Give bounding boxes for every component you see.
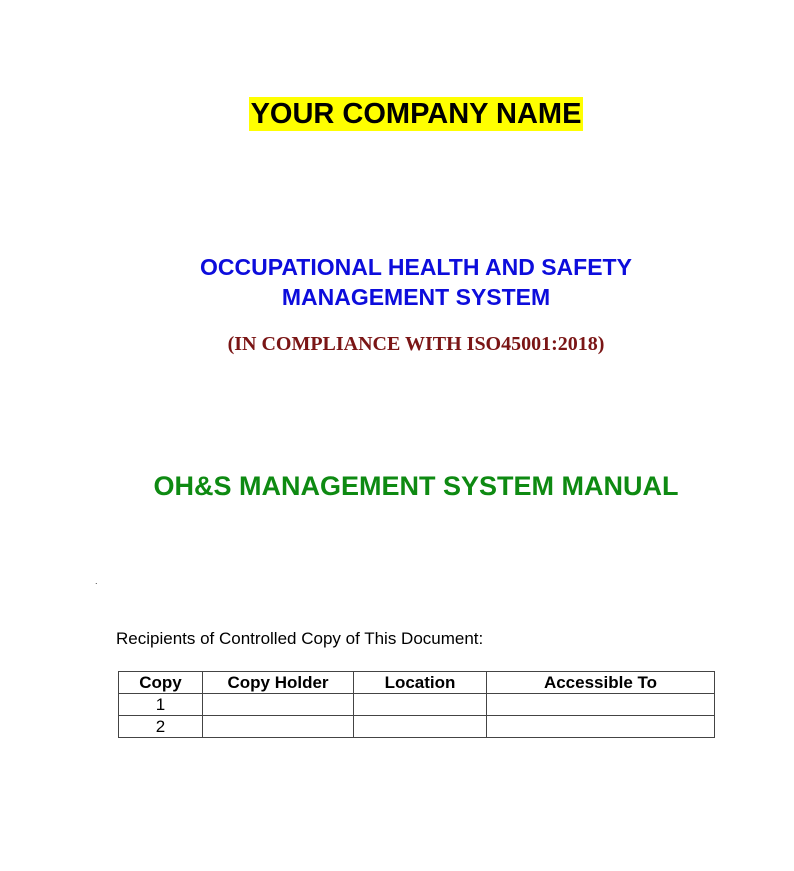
system-title-line-1: OCCUPATIONAL HEALTH AND SAFETY: [200, 254, 632, 280]
company-name-block: [0, 97, 794, 131]
cell-copy: 2: [119, 716, 203, 738]
system-title-line-2: MANAGEMENT SYSTEM: [281, 284, 551, 310]
column-header-copy-holder: Copy Holder: [203, 672, 354, 694]
cell-copy: 1: [119, 694, 203, 716]
compliance-note: (IN COMPLIANCE WITH ISO45001:2018): [227, 333, 605, 355]
cell-accessible-to: [487, 694, 715, 716]
column-header-accessible-to: Accessible To: [487, 672, 715, 694]
stray-mark: .: [95, 576, 98, 586]
recipients-label: Recipients of Controlled Copy of This Document:: [116, 629, 484, 648]
cell-location: [354, 716, 487, 738]
column-header-location: Location: [354, 672, 487, 694]
company-name: YOUR COMPANY NAME: [250, 98, 582, 130]
column-header-copy: Copy: [119, 672, 203, 694]
controlled-copies-table: [118, 671, 715, 738]
manual-title: OH&S MANAGEMENT SYSTEM MANUAL: [153, 471, 679, 501]
table-header-row: [119, 672, 715, 694]
table-row: [119, 694, 715, 716]
cell-copy-holder: [203, 716, 354, 738]
cell-accessible-to: [487, 716, 715, 738]
cell-location: [354, 694, 487, 716]
system-title: [0, 252, 794, 312]
cell-copy-holder: [203, 694, 354, 716]
table-row: [119, 716, 715, 738]
